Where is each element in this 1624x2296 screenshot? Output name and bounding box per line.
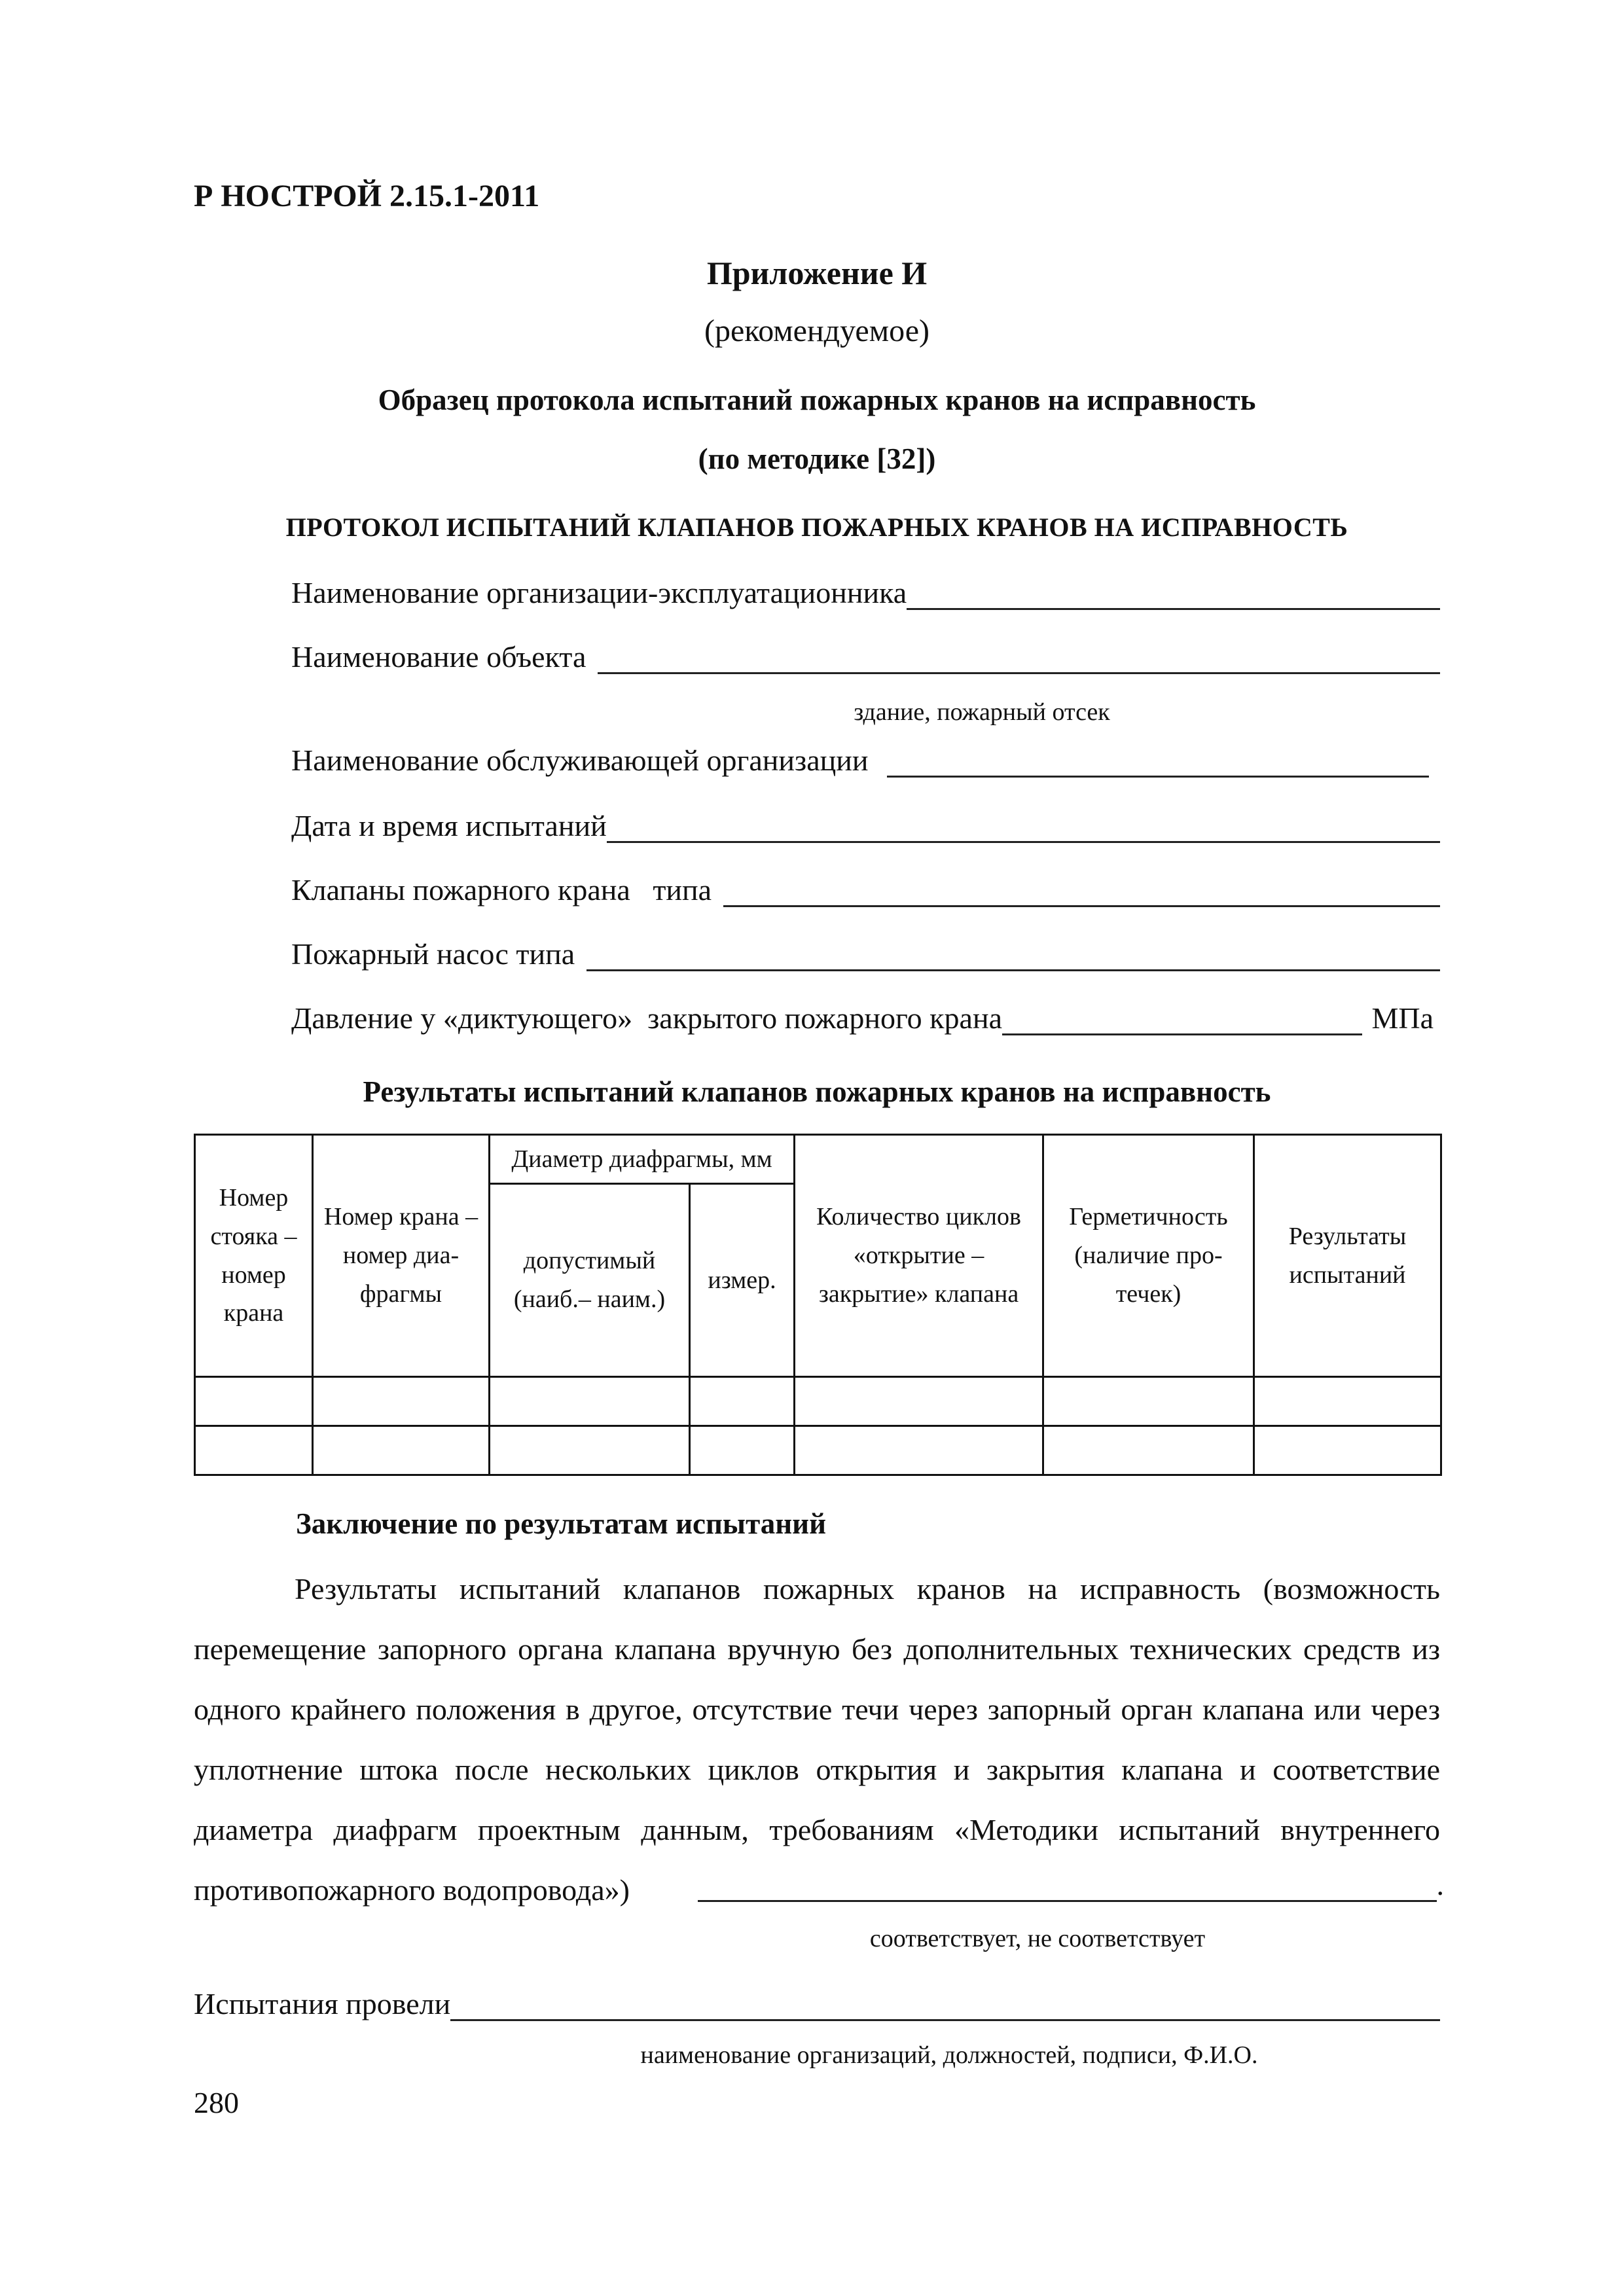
field-service-org [291,738,1429,778]
appendix-status: (рекомендуемое) [704,314,929,348]
column-header-riser-number: Номер стояка – номер крана [195,1135,313,1377]
field-object-name [291,635,1440,674]
fill-line [586,941,1440,971]
table-cell [490,1377,690,1426]
table-cell [490,1426,690,1475]
sample-title: Образец протокола испытаний пожарных кранов на исправность [378,384,1256,416]
field-label: Дата и время испытаний [291,809,607,842]
table-row [195,1426,1441,1475]
column-header-diameter-measured: измер. [690,1184,795,1377]
results-title: Результаты испытаний клапанов пожарных кранов на исправность [363,1075,1271,1108]
field-label: Наименование объекта [291,640,594,673]
field-label: Наименование обслуживающей организации [291,744,884,777]
page-number: 280 [194,2086,239,2119]
sample-method: (по методике [32]) [698,442,936,475]
field-label: Пожарный насос типа [291,937,583,971]
table-row [195,1377,1441,1426]
table-cell [1043,1426,1254,1475]
pressure-unit: МПа [1371,1001,1434,1035]
field-label: Клапаны пожарного крана типа [291,873,719,906]
conclusion-fill [194,1863,1444,1902]
conclusion-title: Заключение по результатам испытаний [296,1507,826,1540]
table-cell [690,1426,795,1475]
appendix-title: Приложение И [706,255,928,291]
table-cell [795,1426,1043,1475]
field-operator-org [291,571,1440,610]
field-pump-type [291,932,1440,971]
field-valve-type [291,868,1440,907]
results-table [194,1134,1442,1476]
protocol-title: ПРОТОКОЛ ИСПЫТАНИЙ КЛАПАНОВ ПОЖАРНЫХ КРАНОВ НА ИСПРАВНОСТЬ [285,512,1348,542]
field-pressure [291,996,1434,1035]
field-label: Наименование организации-эксплуатационника [291,576,907,609]
signature-hint: наименование организаций, должностей, подписи, Ф.И.О. [640,2041,1258,2069]
field-signature [194,1982,1440,2021]
fill-line [450,1990,1440,2021]
column-header-diameter-group: Диаметр диафрагмы, мм [490,1135,795,1184]
fill-line [598,643,1440,674]
fill-line [887,747,1429,778]
column-header-cycles: Количество циклов «открытие – закрытие» клапана [795,1135,1043,1377]
fill-line [698,1871,1437,1902]
conclusion-text: Результаты испытаний клапанов пожарных кранов на исправность (возможность перемещение запорного органа клапана вручную без дополнительных технических средств из одного крайнего положения в другое, отсутствие течи через запорный орган клапана или через уплотнение штока после нескольких циклов открытия и закрытия клапана и соответствие диаметра диафрагм проектным данным, требованиям «Методики испытаний внутреннего противопожарного водопровода») [194,1572,1440,1907]
document-code: Р НОСТРОЙ 2.15.1-2011 [194,179,540,213]
conclusion-hint: соответствует, не соответствует [869,1925,1206,1952]
table-cell [1254,1377,1441,1426]
fill-line [607,812,1440,843]
column-header-valve-number: Номер крана – номер диафрагмы [313,1135,490,1377]
column-header-result: Результаты испытаний [1254,1135,1441,1377]
object-hint: здание, пожарный отсек [854,698,1110,726]
table-cell [1043,1377,1254,1426]
field-label: Испытания провели [194,1987,451,2020]
table-cell [690,1377,795,1426]
column-header-tightness: Герметичность (наличие протечек) [1043,1135,1254,1377]
table-cell [1254,1426,1441,1475]
conclusion-tail-end: . [1436,1868,1444,1901]
table-cell [195,1377,313,1426]
fill-line [723,876,1440,907]
table-cell [195,1426,313,1475]
table-cell [313,1426,490,1475]
column-header-diameter-allowed: допустимый (наиб.– наим.) [490,1184,690,1377]
fill-line [1002,1005,1362,1035]
fill-line [907,579,1440,610]
table-cell [795,1377,1043,1426]
table-cell [313,1377,490,1426]
field-test-datetime [291,804,1440,843]
field-label: Давление у «диктующего» закрытого пожарного крана [291,1001,1002,1035]
